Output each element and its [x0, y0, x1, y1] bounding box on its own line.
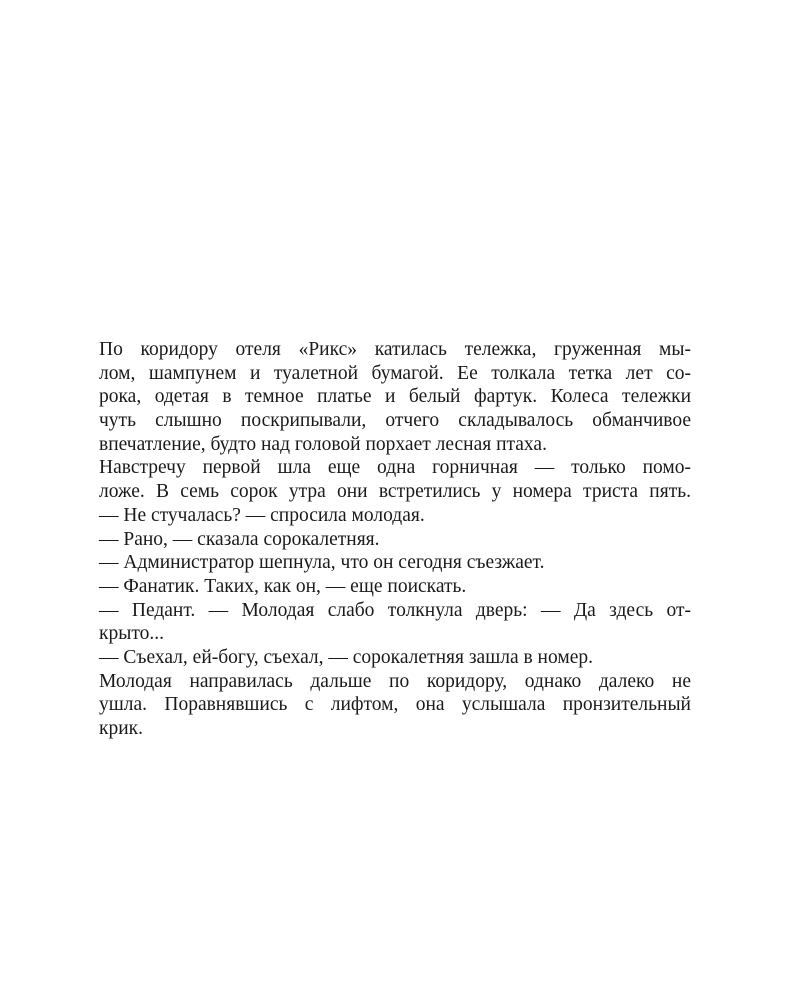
text-line: — Администратор шепнула, что он сегодня съезжает.	[99, 552, 545, 574]
text-line: крыто...	[99, 623, 164, 645]
page-text	[99, 338, 691, 741]
text-line: — Не стучалась? — спросила молодая.	[99, 504, 425, 526]
text-line: ушла. Поравнявшись с лифтом, она услышала пронзительный	[99, 694, 691, 716]
text-line: крик.	[99, 718, 144, 739]
text-line: — Съехал, ей-богу, съехал, — сорокалетняя зашла в номер.	[99, 646, 593, 668]
text-line: ложе. В семь сорок утра они встретились у номера триста пять.	[99, 481, 691, 503]
text-line: По коридору отеля «Рикс» катилась тележка, груженная мы-	[99, 339, 691, 360]
text-line: — Фанатик. Таких, как он, — еще поискать.	[99, 575, 467, 597]
text-line: лом, шампунем и туалетной бумагой. Ее толкала тетка лет со-	[99, 362, 691, 384]
text-line: чуть слышно поскрипывали, отчего складывалось обманчивое	[99, 410, 691, 432]
text-line: Навстречу первой шла еще одна горничная — только помо-	[99, 457, 691, 479]
text-line: рока, одетая в темное платье и белый фартук. Колеса тележки	[99, 386, 691, 408]
text-line: — Рано, — сказала сорокалетняя.	[99, 528, 380, 550]
text-line: Молодая направилась дальше по коридору, однако далеко не	[99, 670, 691, 692]
text-line: — Педант. — Молодая слабо толкнула дверь: — Да здесь от-	[99, 599, 691, 621]
text-line: впечатление, будто над головой порхает лесная птаха.	[99, 433, 547, 455]
